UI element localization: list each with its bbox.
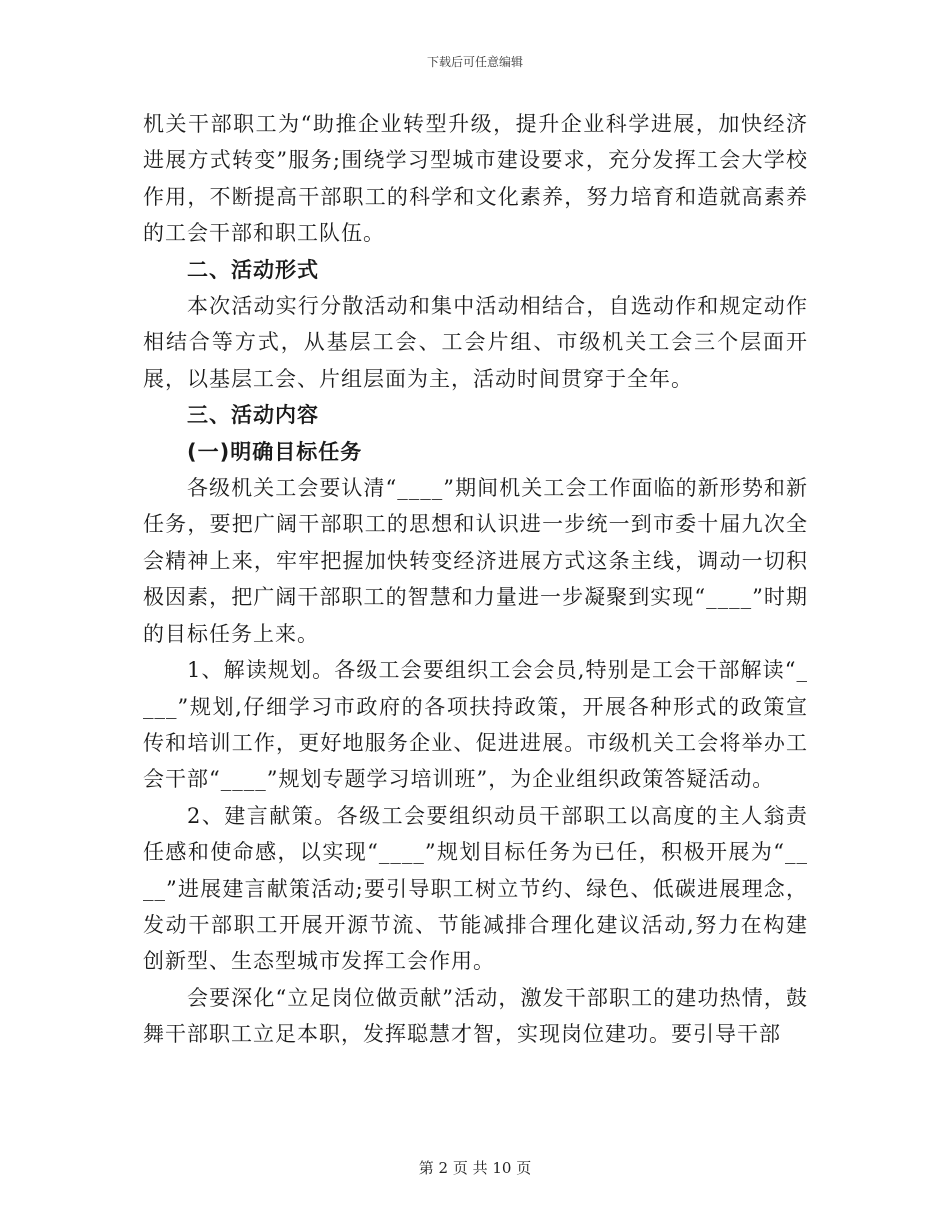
paragraph-intro-continued: 机关干部职工为“助推企业转型升级，提升企业科学进展，加快经济进展方式转变”服务;围绕学习型城市建设要求，充分发挥工会大学校作用，不断提高干部职工的科学和文化素养，努力培育和造就高素养的工会干部和职工队伍。 — [143, 112, 808, 246]
paragraph-goals: 各级机关工会要认清“____”期间机关工会工作面临的新形势和新任务，要把广阔干部职工的思想和认识进一步统一到市委十届九次全会精神上来，牢牢把握加快转变经济进展方式这条主线，调动一切积极因素，把广阔干部职工的智慧和力量进一步凝聚到实现“____”时期的目标任务上来。 — [143, 476, 808, 646]
paragraph-activity-form: 本次活动实行分散活动和集中活动相结合，自选动作和规定动作相结合等方式，从基层工会、工会片组、市级机关工会三个层面开展，以基层工会、片组层面为主，活动时间贯穿于全年。 — [143, 294, 808, 391]
paragraph-post-contribution: 会要深化“立足岗位做贡献”活动，激发干部职工的建功热情，鼓舞干部职工立足本职，发挥聪慧才智，实现岗位建功。要引导干部 — [143, 985, 808, 1047]
section-heading-activity-content: 三、活动内容 — [187, 403, 319, 428]
document-body — [143, 106, 808, 1053]
page-number: 第 2 页 共 10 页 — [418, 1159, 532, 1177]
paragraph-suggestions: 2、建言献策。各级工会要组织动员干部职工以高度的主人翁责任感和使命感，以实现“____”规划目标任务为已任，积极开展为“____”进展建言献策活动;要引导职工树立节约、绿色、低碳进展理念，发动干部职工开展开源节流、节能减排合理化建议活动,努力在构建创新型、生态型城市发挥工会作用。 — [143, 803, 808, 974]
paragraph-interpret-plan: 1、解读规划。各级工会要组织工会会员,特别是工会干部解读“____”规划,仔细学习市政府的各项扶持政策，开展各种形式的政策宣传和培训工作，更好地服务企业、促进进展。市级机关工会将举办工会干部“____”规划专题学习培训班”，为企业组织政策答疑活动。 — [143, 658, 808, 792]
subsection-heading-goals: (一)明确目标任务 — [187, 439, 363, 464]
section-heading-activity-form: 二、活动形式 — [187, 257, 319, 282]
page-header: 下载后可任意编辑 — [426, 55, 523, 69]
